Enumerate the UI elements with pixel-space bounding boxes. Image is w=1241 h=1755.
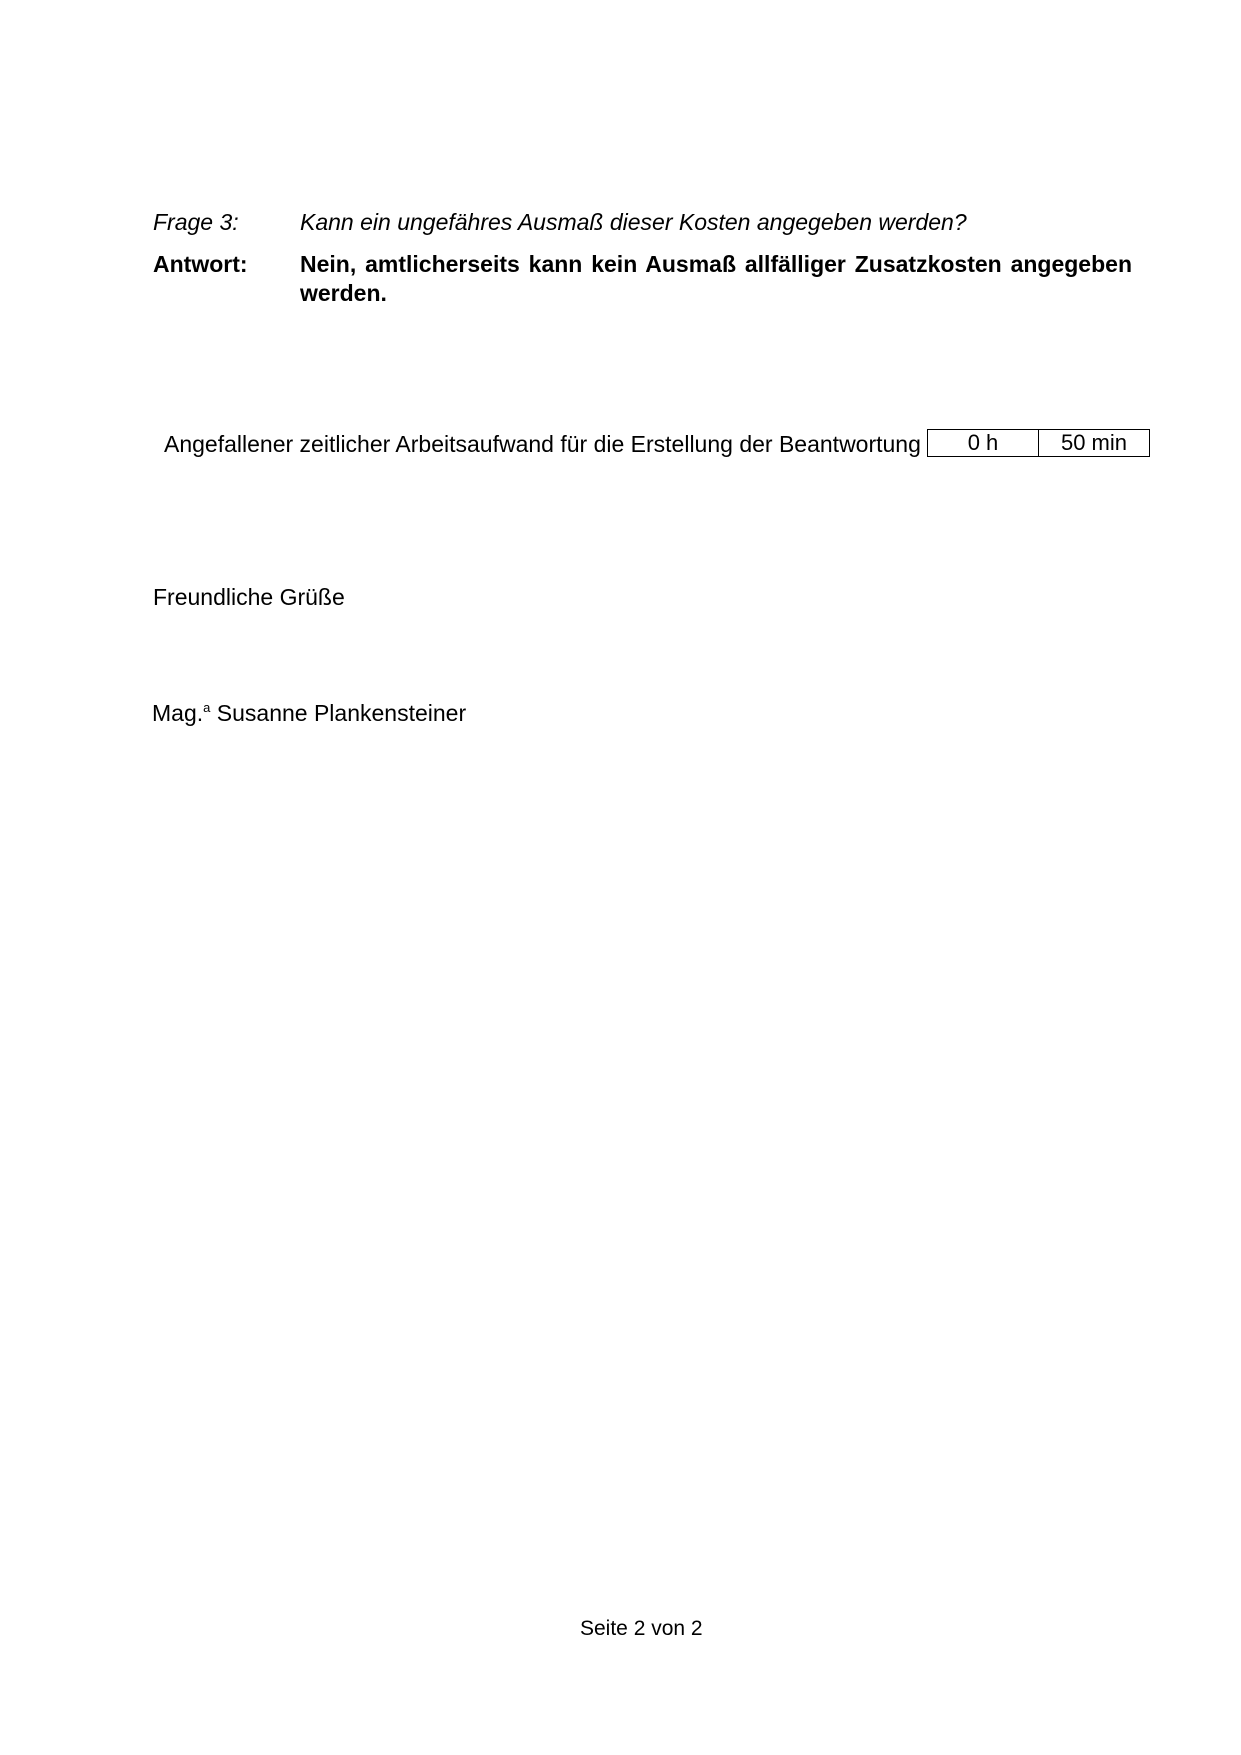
question-label: Frage 3: [153,209,239,235]
answer-label: Antwort: [153,251,248,277]
effort-hours: 0 h [967,430,999,455]
closing-greeting: Freundliche Grüße [153,584,345,610]
effort-minutes: 50 min [1038,430,1149,456]
page-number: Seite 2 von 2 [580,1617,703,1640]
signature-title-superscript: a [203,700,211,715]
answer-text: Nein, amtlicherseits kann kein Ausmaß allfälliger Zusatzkosten angegeben werden. [300,251,1132,306]
signature-title: Mag. [152,700,204,726]
question-text: Kann ein ungefähres Ausmaß dieser Kosten angegeben werden? [300,209,967,235]
effort-table [927,429,1150,457]
effort-label: Angefallener zeitlicher Arbeitsaufwand für die Erstellung der Beantwortung [164,431,921,457]
signature-block [152,694,466,727]
signature-name: Susanne Plankensteiner [216,700,467,726]
